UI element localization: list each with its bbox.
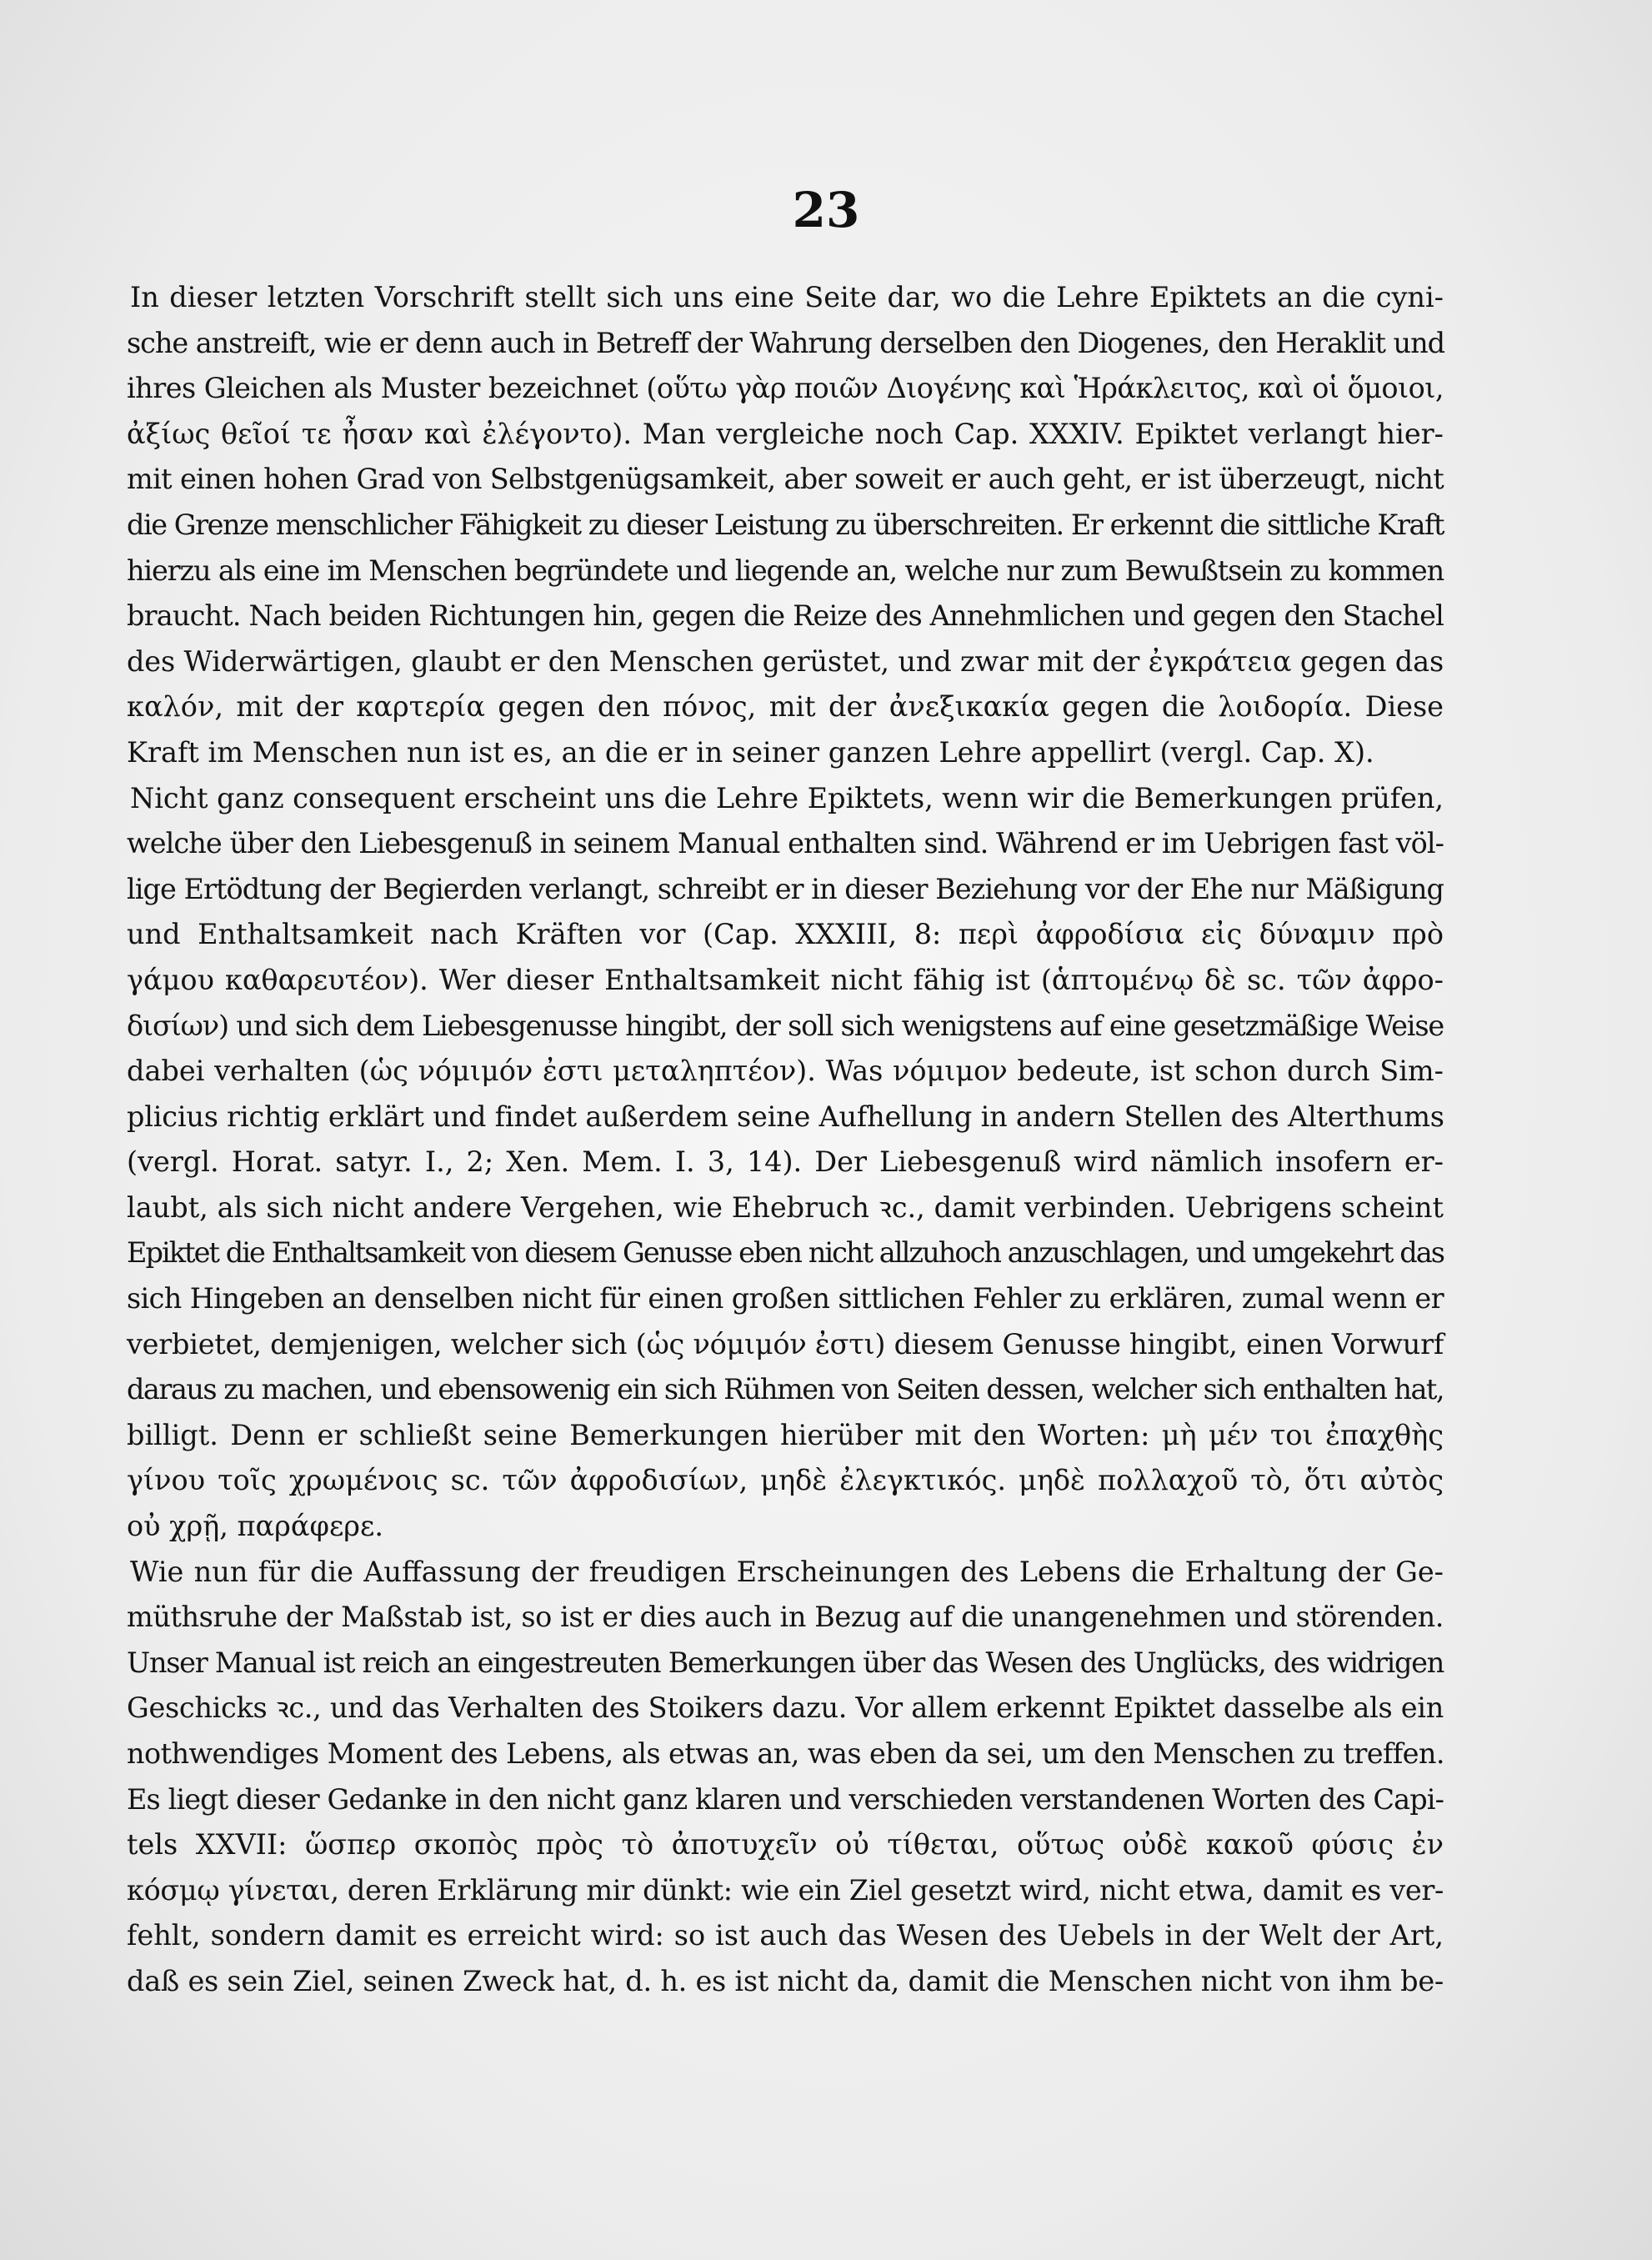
page-number: 23: [792, 182, 860, 238]
text-line: καλόν, mit der καρτερία gegen den πόνος, mit der ἀνεξικακία gegen die λοιδορία. Diese: [127, 690, 1444, 724]
text-line: billigt. Denn er schließt seine Bemerkungen hierüber mit den Worten: μὴ μέν τοι ἐπαχθὴς: [127, 1418, 1444, 1451]
text-line: sche anstreift, wie er denn auch in Betreff der Wahrung derselben den Diogenes, den Heraklit und: [127, 326, 1444, 359]
text-line: nothwendiges Moment des Lebens, als etwas an, was eben da sei, um den Menschen zu treffen.: [127, 1737, 1444, 1770]
text-line: In dieser letzten Vorschrift stellt sich uns eine Seite dar, wo die Lehre Epiktets an die cyni-: [130, 281, 1444, 313]
text-line: tels XXVII: ὥσπερ σκοπὸς πρὸς τὸ ἀποτυχεῖν οὐ τίθεται, οὕτως οὐδὲ κακοῦ φύσις ἐν: [127, 1828, 1444, 1862]
text-line: daß es sein Ziel, seinen Zweck hat, d. h. es ist nicht da, damit die Menschen nicht von ihm be-: [127, 1964, 1444, 1997]
text-line: (vergl. Horat. satyr. I., 2; Xen. Mem. I. 3, 14). Der Liebesgenuß wird nämlich insofern er-: [127, 1145, 1444, 1179]
text-line: Wie nun für die Auffassung der freudigen Erscheinungen des Lebens die Erhaltung der Ge-: [130, 1555, 1444, 1588]
text-line: müthsruhe der Maßstab ist, so ist er dies auch in Bezug auf die unangenehmen und störenden.: [127, 1601, 1444, 1634]
text-line: mit einen hohen Grad von Selbstgenügsamkeit, aber soweit er auch geht, er ist überzeugt, nicht: [127, 463, 1444, 496]
text-line: laubt, als sich nicht andere Vergehen, wie Ehebruch ꝛc., damit verbinden. Uebrigens scheint: [127, 1190, 1444, 1224]
text-line: daraus zu machen, und ebensowenig ein sich Rühmen von Seiten dessen, welcher sich enthalten hat,: [127, 1373, 1444, 1406]
text-line: γίνου τοῖς χρωμένοις sc. τῶν ἀφροδισίων, μηδὲ ἐλεγκτικός. μηδὲ πολλαχοῦ τὸ, ὅτι αὐτὸς: [127, 1464, 1444, 1497]
text-line: dabei verhalten (ὡς νόμιμόν ἐστι μεταληπτέον). Was νόμιμον bedeute, ist schon durch Sim-: [127, 1055, 1444, 1088]
text-line: hierzu als eine im Menschen begründete und liegende an, welche nur zum Bewußtsein zu kommen: [127, 554, 1444, 587]
text-line: Kraft im Menschen nun ist es, an die er in seiner ganzen Lehre appellirt (vergl. Cap. X).: [127, 735, 1374, 769]
text-line: Epiktet die Enthaltsamkeit von diesem Genusse eben nicht allzuhoch anzuschlagen, und umgekehrt das: [127, 1236, 1444, 1270]
text-line: die Grenze menschlicher Fähigkeit zu dieser Leistung zu überschreiten. Er erkennt die sittliche Kraft: [127, 508, 1444, 541]
text-line: verbietet, demjenigen, welcher sich (ὡς νόμιμόν ἐστι) diesem Genusse hingibt, einen Vorwurf: [127, 1327, 1444, 1361]
paragraph-3: [127, 1550, 1444, 2005]
paragraph-1: [127, 275, 1444, 776]
text-line: κόσμῳ γίνεται, deren Erklärung mir dünkt: wie ein Ziel gesetzt wird, nicht etwa, damit es ver-: [127, 1873, 1444, 1907]
paragraph-2: [127, 776, 1444, 1550]
text-line: welche über den Liebesgenuß in seinem Manual enthalten sind. Während er im Uebrigen fast völ-: [127, 827, 1444, 860]
text-line: und Enthaltsamkeit nach Kräften vor (Cap. XXXIII, 8: περὶ ἀφροδίσια εἰς δύναμιν πρὸ: [127, 918, 1444, 951]
text-line: lige Ertödtung der Begierden verlangt, schreibt er in dieser Beziehung vor der Ehe nur Mäßigung: [127, 872, 1444, 905]
text-line: Geschicks ꝛc., und das Verhalten des Stoikers dazu. Vor allem erkennt Epiktet dasselbe als ein: [127, 1691, 1444, 1725]
body-text: [127, 275, 1444, 2005]
text-line: ἀξίως θεῖοί τε ἦσαν καὶ ἐλέγοντο). Man vergleiche noch Cap. XXXIV. Epiktet verlangt hier-: [127, 417, 1444, 450]
text-line: plicius richtig erklärt und findet außerdem seine Aufhellung in andern Stellen des Alterthums: [127, 1100, 1444, 1133]
text-line: fehlt, sondern damit es erreicht wird: so ist auch das Wesen des Uebels in der Welt der Art,: [127, 1919, 1444, 1952]
text-line: des Widerwärtigen, glaubt er den Menschen gerüstet, und zwar mit der ἐγκράτεια gegen das: [127, 644, 1444, 678]
text-line: Es liegt dieser Gedanke in den nicht ganz klaren und verschieden verstandenen Worten des Capi-: [127, 1782, 1444, 1816]
text-line: Unser Manual ist reich an eingestreuten Bemerkungen über das Wesen des Unglücks, des widrigen: [127, 1646, 1444, 1679]
text-line: δισίων) und sich dem Liebesgenusse hingibt, der soll sich wenigstens auf eine gesetzmäßige Weise: [127, 1009, 1444, 1042]
text-line: sich Hingeben an denselben nicht für einen großen sittlichen Fehler zu erklären, zumal wenn er: [127, 1282, 1444, 1315]
text-line: Nicht ganz consequent erscheint uns die Lehre Epiktets, wenn wir die Bemerkungen prüfen,: [130, 781, 1444, 814]
text-line: οὐ χρῇ, παράφερε.: [127, 1510, 384, 1543]
text-line: γάμου καθαρευτέον). Wer dieser Enthaltsamkeit nicht fähig ist (ἁπτομένῳ δὲ sc. τῶν ἀφρο-: [127, 963, 1444, 996]
text-line: ihres Gleichen als Muster bezeichnet (οὕτω γὰρ ποιῶν Διογένης καὶ Ἡράκλειτος, καὶ οἱ ὅμοιοι,: [127, 372, 1444, 405]
text-line: braucht. Nach beiden Richtungen hin, gegen die Reize des Annehmlichen und gegen den Stachel: [127, 599, 1444, 633]
